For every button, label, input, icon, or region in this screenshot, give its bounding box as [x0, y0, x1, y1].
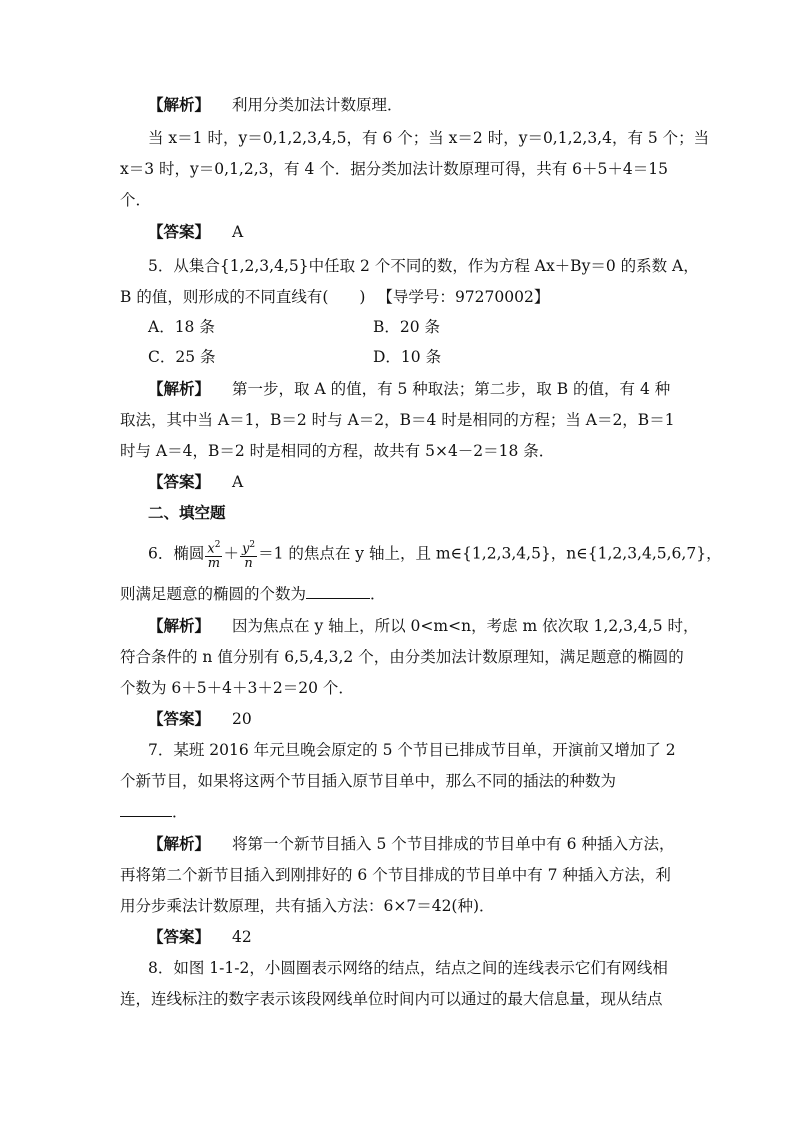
q7-stem3-end: ． — [172, 803, 188, 821]
section-heading: 二、填空题 — [148, 503, 226, 522]
q5-analysis-line3: 时与 A＝4，B＝2 时是相同的方程，故共有 5×4－2＝18 条． — [120, 442, 555, 460]
q5-analysis-line2: 取法，其中当 A＝1，B＝2 时与 A＝2，B＝4 时是相同的方程；当 A＝2，B＝1 — [120, 411, 675, 429]
q7-answer — [148, 927, 252, 947]
guide-prefix: 【导学号： — [377, 288, 455, 306]
q7-analysis-line3: 用分步乘法计数原理，共有插入方法：6×7＝42(种)． — [120, 897, 495, 915]
analysis-label: 【解析】 — [148, 95, 211, 114]
q4-analysis-line3: 个． — [120, 191, 152, 209]
analysis-label: 【解析】 — [148, 379, 211, 398]
q6-stem2-text: 则满足题意的椭圆的个数为 — [120, 585, 307, 603]
frac2-exponent: 2 — [249, 540, 256, 550]
analysis-label: 【解析】 — [148, 616, 211, 635]
q7-stem-line3 — [120, 802, 188, 822]
q5-stem-text: B 的值，则形成的不同直线有( ) — [120, 288, 366, 306]
fraction-x2-over-m — [205, 538, 222, 571]
fraction-y2-over-n — [240, 538, 257, 571]
q6-analysis-line3: 个数为 6＋5＋4＋3＋2＝20 个． — [120, 679, 354, 697]
answer-label: 【答案】 — [148, 927, 211, 946]
q7-stem-line2: 个新节目，如果将这两个节目插入原节目单中，那么不同的插法的种数为 — [120, 772, 617, 790]
answer-label: 【答案】 — [148, 472, 211, 491]
q6-stem-line1 — [148, 538, 722, 571]
q7-stem-line1: 7．某班 2016 年元旦晚会原定的 5 个节目已排成节目单，开演前又增加了 2 — [148, 741, 676, 759]
q5-option-b: B．20 条 — [373, 318, 441, 336]
answer-label: 【答案】 — [148, 709, 211, 728]
q4-analysis-text: 利用分类加法计数原理． — [232, 96, 403, 114]
analysis-label: 【解析】 — [148, 834, 211, 853]
q7-analysis-line2: 再将第二个新节目插入到刚排好的 6 个节目排成的节目单中有 7 种插入方法，利 — [120, 866, 671, 884]
q6-analysis-text: 因为焦点在 y 轴上，所以 0<m<n，考虑 m 依次取 1,2,3,4,5 时， — [232, 617, 699, 635]
frac2-denominator: n — [244, 556, 253, 572]
q7-analysis-text: 将第一个新节目插入 5 个节目排成的节目单中有 6 种插入方法， — [232, 835, 675, 853]
q6-analysis-line1 — [148, 616, 699, 636]
q6-plus: ＋ — [223, 544, 239, 563]
q5-stem-line1: 5．从集合{1,2,3,4,5}中任取 2 个不同的数，作为方程 Ax＋By＝0 的系数 A， — [148, 257, 699, 275]
q5-answer — [148, 472, 243, 492]
q4-analysis-line1: 当 x＝1 时，y＝0,1,2,3,4,5，有 6 个；当 x＝2 时，y＝0,1,2,3,4，有 5 个；当 — [148, 129, 710, 147]
q6-stem-end: ＝1 的焦点在 y 轴上，且 m∈{1,2,3,4,5}，n∈{1,2,3,4,5,6,7}， — [258, 544, 722, 563]
fill-in-blank[interactable] — [306, 584, 370, 599]
q5-option-c: C．25 条 — [148, 348, 216, 366]
q7-answer-value: 42 — [232, 928, 252, 946]
frac1-denominator: m — [207, 556, 221, 572]
q5-answer-value: A — [232, 473, 244, 491]
fill-in-blank[interactable] — [120, 802, 172, 817]
guide-suffix: 】 — [533, 288, 550, 306]
frac2-numerator: y — [241, 541, 250, 557]
frac1-numerator: x — [207, 541, 215, 557]
q6-analysis-line2: 符合条件的 n 值分别有 6,5,4,3,2 个，由分类加法计数原理知，满足题意的椭圆的 — [120, 648, 684, 666]
q4-answer — [148, 222, 243, 242]
answer-label: 【答案】 — [148, 222, 211, 241]
q6-stem-start: 6．椭圆 — [148, 544, 205, 563]
q4-analysis-line2: x＝3 时，y＝0,1,2,3，有 4 个．据分类加法计数原理可得，共有 6＋5＋4＝15 — [120, 160, 668, 178]
q6-stem-line2 — [120, 584, 386, 604]
q8-stem-line1: 8．如图 1-1-2，小圆圈表示网络的结点，结点之间的连线表示它们有网线相 — [148, 959, 668, 977]
q6-stem2-end: ． — [370, 585, 386, 603]
q4-answer-value: A — [232, 223, 244, 241]
q4-analysis-head — [148, 95, 403, 115]
q5-stem-line2 — [120, 287, 549, 307]
frac1-exponent: 2 — [214, 540, 221, 550]
q6-answer-value: 20 — [232, 710, 252, 728]
q7-analysis-line1 — [148, 834, 674, 854]
guide-number: 97270002 — [454, 288, 534, 306]
q5-option-a: A．18 条 — [148, 318, 215, 336]
q5-option-d: D．10 条 — [373, 348, 442, 366]
q5-analysis-text: 第一步，取 A 的值，有 5 种取法；第二步，取 B 的值，有 4 种 — [232, 380, 671, 398]
q5-analysis-line1 — [148, 379, 670, 399]
q6-answer — [148, 709, 252, 729]
q8-stem-line2: 连，连线标注的数字表示该段网线单位时间内可以通过的最大信息量，现从结点 — [120, 990, 663, 1008]
